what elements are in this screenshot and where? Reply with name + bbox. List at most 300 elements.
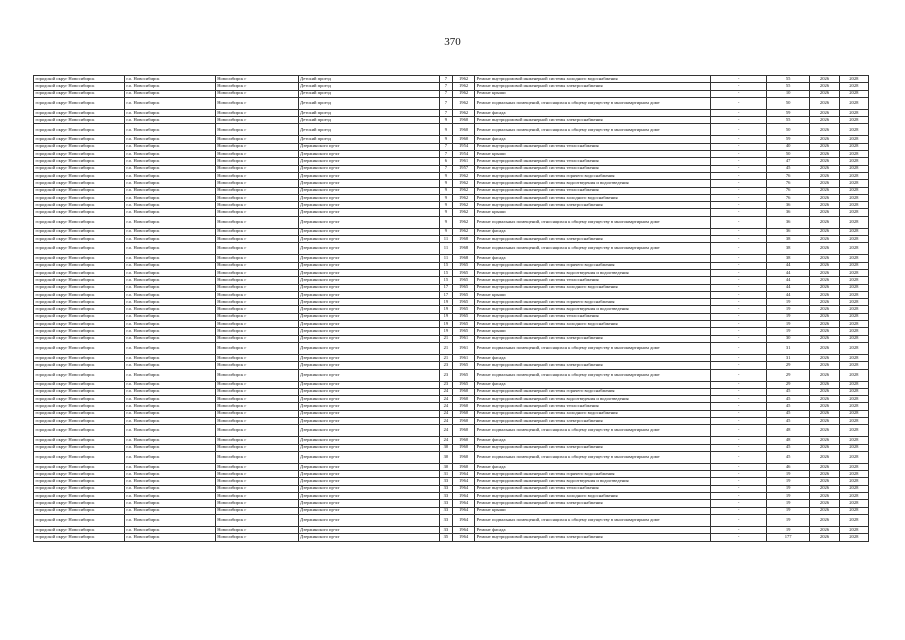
- year-end-cell: 2028: [839, 172, 868, 179]
- district-cell: городской округ Новосибирск: [34, 485, 125, 492]
- house-cell: 7: [439, 90, 452, 97]
- work-type-cell: Ремонт внутридомовой инженерной системы холодного водоснабжения: [475, 194, 711, 201]
- street-cell: Дзержинского пр-кт: [298, 255, 439, 262]
- year-start-cell: 2026: [810, 236, 839, 243]
- table-row: [34, 444, 869, 451]
- district-cell: городской округ Новосибирск: [34, 165, 125, 172]
- year-built-cell: 1962: [452, 202, 474, 209]
- year-start-cell: 2026: [810, 437, 839, 444]
- marker-cell: -: [711, 158, 767, 165]
- year-start-cell: 2026: [810, 202, 839, 209]
- street-cell: Дзержинского пр-кт: [298, 335, 439, 342]
- cost-cell: 46: [766, 463, 809, 470]
- year-end-cell: 2028: [839, 216, 868, 228]
- work-type-cell: Ремонт подвальных помещений, относящихся к общему имуществу в многоквартирном доме: [475, 243, 711, 255]
- work-type-cell: Ремонт внутридомовой инженерной системы электроснабжения: [475, 117, 711, 124]
- settlement-cell: г.о. Новосибирск: [124, 143, 215, 150]
- marker-cell: -: [711, 291, 767, 298]
- settlement-cell: г.о. Новосибирск: [124, 369, 215, 381]
- year-start-cell: 2026: [810, 369, 839, 381]
- cost-cell: 19: [766, 328, 809, 335]
- work-type-cell: Ремонт крыши: [475, 291, 711, 298]
- table-row: [34, 526, 869, 533]
- marker-cell: -: [711, 228, 767, 235]
- year-start-cell: 2026: [810, 471, 839, 478]
- district-cell: городской округ Новосибирск: [34, 471, 125, 478]
- marker-cell: -: [711, 117, 767, 124]
- settlement-cell: г.о. Новосибирск: [124, 321, 215, 328]
- year-built-cell: 1960: [452, 124, 474, 136]
- house-cell: 19: [439, 313, 452, 320]
- settlement-cell: г.о. Новосибирск: [124, 526, 215, 533]
- marker-cell: -: [711, 526, 767, 533]
- cost-cell: 19: [766, 514, 809, 526]
- year-end-cell: 2028: [839, 410, 868, 417]
- year-end-cell: 2028: [839, 236, 868, 243]
- street-cell: Дзержинского пр-кт: [298, 262, 439, 269]
- marker-cell: -: [711, 507, 767, 514]
- locality-cell: Новосибирск г: [215, 328, 298, 335]
- settlement-cell: г.о. Новосибирск: [124, 180, 215, 187]
- year-built-cell: 1960: [452, 117, 474, 124]
- settlement-cell: г.о. Новосибирск: [124, 83, 215, 90]
- marker-cell: -: [711, 478, 767, 485]
- table-row: [34, 124, 869, 136]
- cost-cell: 36: [766, 202, 809, 209]
- year-start-cell: 2026: [810, 354, 839, 361]
- house-cell: 24: [439, 417, 452, 424]
- house-cell: 33: [439, 507, 452, 514]
- year-start-cell: 2026: [810, 381, 839, 388]
- locality-cell: Новосибирск г: [215, 262, 298, 269]
- settlement-cell: г.о. Новосибирск: [124, 202, 215, 209]
- marker-cell: -: [711, 451, 767, 463]
- table-row: [34, 478, 869, 485]
- table-row: [34, 313, 869, 320]
- house-cell: 23: [439, 369, 452, 381]
- settlement-cell: г.о. Новосибирск: [124, 403, 215, 410]
- year-start-cell: 2026: [810, 425, 839, 437]
- locality-cell: Новосибирск г: [215, 202, 298, 209]
- district-cell: городской округ Новосибирск: [34, 381, 125, 388]
- table-row: [34, 396, 869, 403]
- house-cell: 21: [439, 342, 452, 354]
- house-cell: 15: [439, 262, 452, 269]
- marker-cell: -: [711, 243, 767, 255]
- locality-cell: Новосибирск г: [215, 444, 298, 451]
- table-row: [34, 277, 869, 284]
- locality-cell: Новосибирск г: [215, 291, 298, 298]
- street-cell: Детский проезд: [298, 97, 439, 109]
- street-cell: Дзержинского пр-кт: [298, 485, 439, 492]
- cost-cell: 55: [766, 83, 809, 90]
- year-end-cell: 2028: [839, 526, 868, 533]
- year-start-cell: 2026: [810, 255, 839, 262]
- year-end-cell: 2028: [839, 277, 868, 284]
- table-row: [34, 471, 869, 478]
- district-cell: городской округ Новосибирск: [34, 83, 125, 90]
- settlement-cell: г.о. Новосибирск: [124, 187, 215, 194]
- year-start-cell: 2026: [810, 269, 839, 276]
- year-end-cell: 2028: [839, 209, 868, 216]
- street-cell: Дзержинского пр-кт: [298, 269, 439, 276]
- locality-cell: Новосибирск г: [215, 97, 298, 109]
- house-cell: 9: [439, 172, 452, 179]
- cost-cell: 76: [766, 180, 809, 187]
- marker-cell: -: [711, 437, 767, 444]
- locality-cell: Новосибирск г: [215, 277, 298, 284]
- house-cell: 33: [439, 478, 452, 485]
- cost-cell: 10: [766, 90, 809, 97]
- year-end-cell: 2028: [839, 354, 868, 361]
- work-type-cell: Ремонт фасада: [475, 109, 711, 116]
- house-cell: 30: [439, 444, 452, 451]
- table-row: [34, 299, 869, 306]
- marker-cell: -: [711, 262, 767, 269]
- cost-cell: 30: [766, 335, 809, 342]
- district-cell: городской округ Новосибирск: [34, 172, 125, 179]
- work-type-cell: Ремонт подвальных помещений, относящихся к общему имуществу в многоквартирном доме: [475, 514, 711, 526]
- settlement-cell: г.о. Новосибирск: [124, 194, 215, 201]
- table-row: [34, 187, 869, 194]
- street-cell: Дзержинского пр-кт: [298, 143, 439, 150]
- work-type-cell: Ремонт фасада: [475, 136, 711, 143]
- street-cell: Дзержинского пр-кт: [298, 158, 439, 165]
- table-row: [34, 136, 869, 143]
- locality-cell: Новосибирск г: [215, 417, 298, 424]
- district-cell: городской округ Новосибирск: [34, 202, 125, 209]
- year-start-cell: 2026: [810, 117, 839, 124]
- street-cell: Дзержинского пр-кт: [298, 425, 439, 437]
- year-start-cell: 2026: [810, 342, 839, 354]
- district-cell: городской округ Новосибирск: [34, 328, 125, 335]
- year-end-cell: 2028: [839, 444, 868, 451]
- street-cell: Дзержинского пр-кт: [298, 236, 439, 243]
- locality-cell: Новосибирск г: [215, 109, 298, 116]
- year-built-cell: 1961: [452, 354, 474, 361]
- year-start-cell: 2026: [810, 243, 839, 255]
- year-built-cell: 1962: [452, 187, 474, 194]
- district-cell: городской округ Новосибирск: [34, 362, 125, 369]
- year-built-cell: 1965: [452, 299, 474, 306]
- year-start-cell: 2026: [810, 180, 839, 187]
- street-cell: Дзержинского пр-кт: [298, 151, 439, 158]
- year-built-cell: 1954: [452, 143, 474, 150]
- work-type-cell: Ремонт фасада: [475, 228, 711, 235]
- house-cell: 9: [439, 209, 452, 216]
- work-type-cell: Ремонт внутридомовой инженерной системы электроснабжения: [475, 500, 711, 507]
- year-start-cell: 2026: [810, 451, 839, 463]
- work-type-cell: Ремонт внутридомовой инженерной системы горячего водоснабжения: [475, 471, 711, 478]
- district-cell: городской округ Новосибирск: [34, 313, 125, 320]
- table-row: [34, 255, 869, 262]
- cost-cell: 19: [766, 321, 809, 328]
- locality-cell: Новосибирск г: [215, 216, 298, 228]
- locality-cell: Новосибирск г: [215, 228, 298, 235]
- district-cell: городской округ Новосибирск: [34, 417, 125, 424]
- district-cell: городской округ Новосибирск: [34, 500, 125, 507]
- locality-cell: Новосибирск г: [215, 209, 298, 216]
- table-row: [34, 172, 869, 179]
- year-built-cell: 1965: [452, 277, 474, 284]
- settlement-cell: г.о. Новосибирск: [124, 534, 215, 541]
- marker-cell: -: [711, 388, 767, 395]
- year-start-cell: 2026: [810, 335, 839, 342]
- locality-cell: Новосибирск г: [215, 269, 298, 276]
- settlement-cell: г.о. Новосибирск: [124, 410, 215, 417]
- district-cell: городской округ Новосибирск: [34, 478, 125, 485]
- settlement-cell: г.о. Новосибирск: [124, 381, 215, 388]
- street-cell: Дзержинского пр-кт: [298, 354, 439, 361]
- locality-cell: Новосибирск г: [215, 335, 298, 342]
- year-end-cell: 2028: [839, 507, 868, 514]
- locality-cell: Новосибирск г: [215, 165, 298, 172]
- street-cell: Дзержинского пр-кт: [298, 216, 439, 228]
- table-row: [34, 410, 869, 417]
- locality-cell: Новосибирск г: [215, 187, 298, 194]
- table-row: [34, 97, 869, 109]
- work-type-cell: Ремонт внутридомовой инженерной системы теплоснабжения: [475, 187, 711, 194]
- work-type-cell: Ремонт подвальных помещений, относящихся к общему имуществу в многоквартирном доме: [475, 369, 711, 381]
- repair-schedule-table: [33, 75, 869, 542]
- street-cell: Детский проезд: [298, 117, 439, 124]
- locality-cell: Новосибирск г: [215, 507, 298, 514]
- settlement-cell: г.о. Новосибирск: [124, 216, 215, 228]
- cost-cell: 38: [766, 255, 809, 262]
- year-built-cell: 1965: [452, 369, 474, 381]
- year-built-cell: 1962: [452, 209, 474, 216]
- district-cell: городской округ Новосибирск: [34, 255, 125, 262]
- year-built-cell: 1960: [452, 437, 474, 444]
- work-type-cell: Ремонт внутридомовой инженерной системы теплоснабжения: [475, 277, 711, 284]
- year-end-cell: 2028: [839, 500, 868, 507]
- settlement-cell: г.о. Новосибирск: [124, 335, 215, 342]
- year-built-cell: 1965: [452, 269, 474, 276]
- year-end-cell: 2028: [839, 471, 868, 478]
- year-end-cell: 2028: [839, 321, 868, 328]
- year-start-cell: 2026: [810, 493, 839, 500]
- year-start-cell: 2026: [810, 534, 839, 541]
- district-cell: городской округ Новосибирск: [34, 180, 125, 187]
- cost-cell: 59: [766, 136, 809, 143]
- house-cell: 9: [439, 216, 452, 228]
- settlement-cell: г.о. Новосибирск: [124, 313, 215, 320]
- year-built-cell: 1965: [452, 362, 474, 369]
- year-built-cell: 1961: [452, 158, 474, 165]
- street-cell: Дзержинского пр-кт: [298, 194, 439, 201]
- house-cell: 9: [439, 194, 452, 201]
- settlement-cell: г.о. Новосибирск: [124, 277, 215, 284]
- year-start-cell: 2026: [810, 187, 839, 194]
- year-built-cell: 1968: [452, 243, 474, 255]
- street-cell: Дзержинского пр-кт: [298, 172, 439, 179]
- year-start-cell: 2026: [810, 417, 839, 424]
- street-cell: Дзержинского пр-кт: [298, 451, 439, 463]
- marker-cell: -: [711, 269, 767, 276]
- marker-cell: -: [711, 534, 767, 541]
- year-end-cell: 2028: [839, 180, 868, 187]
- year-start-cell: 2026: [810, 165, 839, 172]
- marker-cell: -: [711, 90, 767, 97]
- work-type-cell: Ремонт фасада: [475, 463, 711, 470]
- locality-cell: Новосибирск г: [215, 243, 298, 255]
- year-start-cell: 2026: [810, 328, 839, 335]
- cost-cell: 29: [766, 369, 809, 381]
- street-cell: Детский проезд: [298, 76, 439, 83]
- table-row: [34, 158, 869, 165]
- work-type-cell: Ремонт фасада: [475, 526, 711, 533]
- settlement-cell: г.о. Новосибирск: [124, 90, 215, 97]
- year-end-cell: 2028: [839, 151, 868, 158]
- locality-cell: Новосибирск г: [215, 493, 298, 500]
- settlement-cell: г.о. Новосибирск: [124, 342, 215, 354]
- year-start-cell: 2026: [810, 485, 839, 492]
- cost-cell: 45: [766, 388, 809, 395]
- year-end-cell: 2028: [839, 425, 868, 437]
- settlement-cell: г.о. Новосибирск: [124, 236, 215, 243]
- year-end-cell: 2028: [839, 342, 868, 354]
- cost-cell: 45: [766, 403, 809, 410]
- district-cell: городской округ Новосибирск: [34, 97, 125, 109]
- street-cell: Дзержинского пр-кт: [298, 526, 439, 533]
- year-start-cell: 2026: [810, 396, 839, 403]
- year-built-cell: 1965: [452, 262, 474, 269]
- work-type-cell: Ремонт внутридомовой инженерной системы водоотведения и водоотведения: [475, 180, 711, 187]
- work-type-cell: Ремонт внутридомовой инженерной системы холодного водоснабжения: [475, 321, 711, 328]
- year-built-cell: 1960: [452, 396, 474, 403]
- street-cell: Дзержинского пр-кт: [298, 284, 439, 291]
- locality-cell: Новосибирск г: [215, 410, 298, 417]
- house-cell: 7: [439, 151, 452, 158]
- locality-cell: Новосибирск г: [215, 485, 298, 492]
- locality-cell: Новосибирск г: [215, 143, 298, 150]
- work-type-cell: Ремонт фасада: [475, 255, 711, 262]
- district-cell: городской округ Новосибирск: [34, 143, 125, 150]
- street-cell: Дзержинского пр-кт: [298, 403, 439, 410]
- district-cell: городской округ Новосибирск: [34, 306, 125, 313]
- house-cell: 9: [439, 136, 452, 143]
- cost-cell: 55: [766, 117, 809, 124]
- district-cell: городской округ Новосибирск: [34, 194, 125, 201]
- year-end-cell: 2028: [839, 403, 868, 410]
- year-built-cell: 1965: [452, 328, 474, 335]
- house-cell: 9: [439, 228, 452, 235]
- house-cell: 17: [439, 284, 452, 291]
- street-cell: Дзержинского пр-кт: [298, 437, 439, 444]
- cost-cell: 19: [766, 526, 809, 533]
- settlement-cell: г.о. Новосибирск: [124, 514, 215, 526]
- locality-cell: Новосибирск г: [215, 117, 298, 124]
- settlement-cell: г.о. Новосибирск: [124, 76, 215, 83]
- year-end-cell: 2028: [839, 262, 868, 269]
- marker-cell: -: [711, 328, 767, 335]
- work-type-cell: Ремонт фасада: [475, 437, 711, 444]
- year-end-cell: 2028: [839, 451, 868, 463]
- year-start-cell: 2026: [810, 151, 839, 158]
- cost-cell: 19: [766, 478, 809, 485]
- marker-cell: -: [711, 124, 767, 136]
- district-cell: городской округ Новосибирск: [34, 216, 125, 228]
- street-cell: Детский проезд: [298, 90, 439, 97]
- house-cell: 30: [439, 451, 452, 463]
- year-start-cell: 2026: [810, 143, 839, 150]
- district-cell: городской округ Новосибирск: [34, 388, 125, 395]
- year-end-cell: 2028: [839, 228, 868, 235]
- table-row: [34, 306, 869, 313]
- house-cell: 33: [439, 500, 452, 507]
- marker-cell: -: [711, 417, 767, 424]
- marker-cell: -: [711, 194, 767, 201]
- district-cell: городской округ Новосибирск: [34, 354, 125, 361]
- district-cell: городской округ Новосибирск: [34, 109, 125, 116]
- year-start-cell: 2026: [810, 76, 839, 83]
- marker-cell: -: [711, 493, 767, 500]
- cost-cell: 19: [766, 507, 809, 514]
- house-cell: 11: [439, 236, 452, 243]
- district-cell: городской округ Новосибирск: [34, 228, 125, 235]
- locality-cell: Новосибирск г: [215, 478, 298, 485]
- district-cell: городской округ Новосибирск: [34, 236, 125, 243]
- settlement-cell: г.о. Новосибирск: [124, 396, 215, 403]
- year-built-cell: 1964: [452, 507, 474, 514]
- year-built-cell: 1954: [452, 151, 474, 158]
- house-cell: 24: [439, 425, 452, 437]
- year-start-cell: 2026: [810, 321, 839, 328]
- marker-cell: -: [711, 396, 767, 403]
- work-type-cell: Ремонт внутридомовой инженерной системы холодного водоснабжения: [475, 493, 711, 500]
- cost-cell: 59: [766, 109, 809, 116]
- year-end-cell: 2028: [839, 478, 868, 485]
- cost-cell: 44: [766, 262, 809, 269]
- street-cell: Дзержинского пр-кт: [298, 180, 439, 187]
- year-start-cell: 2026: [810, 284, 839, 291]
- cost-cell: 19: [766, 493, 809, 500]
- street-cell: Дзержинского пр-кт: [298, 396, 439, 403]
- year-start-cell: 2026: [810, 526, 839, 533]
- work-type-cell: Ремонт внутридомовой инженерной системы теплоснабжения: [475, 403, 711, 410]
- year-built-cell: 1964: [452, 500, 474, 507]
- year-end-cell: 2028: [839, 534, 868, 541]
- table-row: [34, 485, 869, 492]
- street-cell: Детский проезд: [298, 136, 439, 143]
- street-cell: Дзержинского пр-кт: [298, 306, 439, 313]
- year-end-cell: 2028: [839, 485, 868, 492]
- settlement-cell: г.о. Новосибирск: [124, 507, 215, 514]
- table-row: [34, 500, 869, 507]
- street-cell: Дзержинского пр-кт: [298, 342, 439, 354]
- locality-cell: Новосибирск г: [215, 463, 298, 470]
- street-cell: Дзержинского пр-кт: [298, 313, 439, 320]
- year-end-cell: 2028: [839, 109, 868, 116]
- locality-cell: Новосибирск г: [215, 388, 298, 395]
- year-start-cell: 2026: [810, 209, 839, 216]
- work-type-cell: Ремонт внутридомовой инженерной системы горячего водоснабжения: [475, 262, 711, 269]
- year-built-cell: 1965: [452, 321, 474, 328]
- district-cell: городской округ Новосибирск: [34, 269, 125, 276]
- table-row: [34, 83, 869, 90]
- street-cell: Дзержинского пр-кт: [298, 243, 439, 255]
- table-row: [34, 493, 869, 500]
- settlement-cell: г.о. Новосибирск: [124, 485, 215, 492]
- work-type-cell: Ремонт крыши: [475, 507, 711, 514]
- cost-cell: 55: [766, 76, 809, 83]
- year-built-cell: 1964: [452, 471, 474, 478]
- work-type-cell: Ремонт внутридомовой инженерной системы электроснабжения: [475, 236, 711, 243]
- table-row: [34, 507, 869, 514]
- year-end-cell: 2028: [839, 335, 868, 342]
- locality-cell: Новосибирск г: [215, 342, 298, 354]
- locality-cell: Новосибирск г: [215, 194, 298, 201]
